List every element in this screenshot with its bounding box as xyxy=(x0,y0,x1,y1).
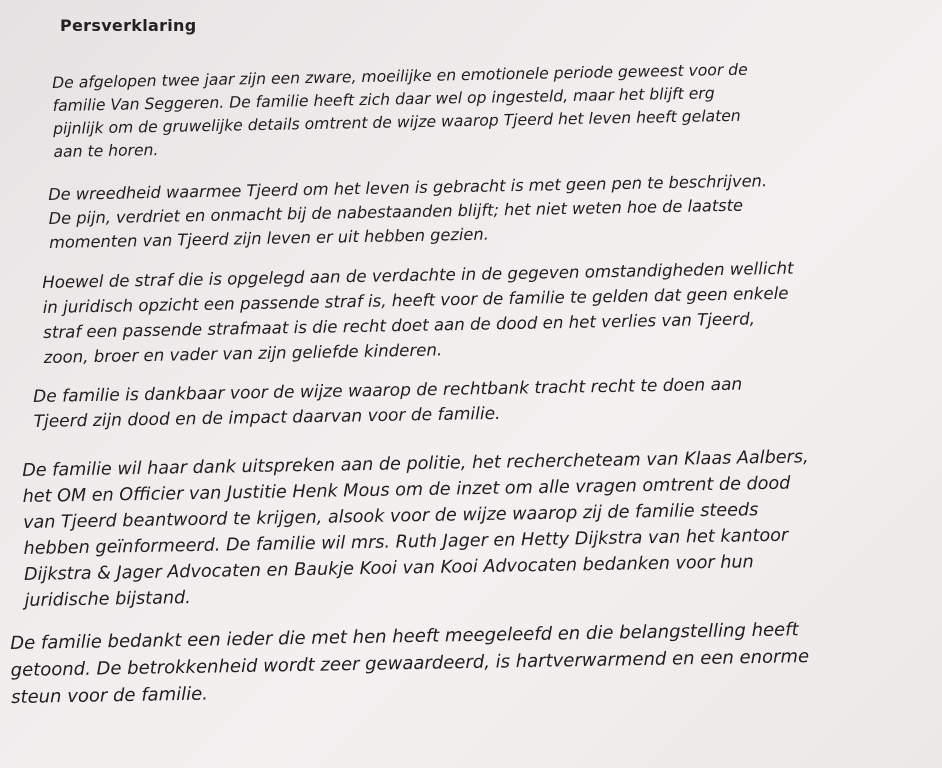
paragraph-line: De pijn, verdriet en onmacht bij de nabestaanden blijft; het niet weten hoe de laatste xyxy=(48,195,744,228)
paragraph-line: Tjeerd zijn dood en de impact daarvan voor de familie. xyxy=(33,403,501,432)
paragraph-line: het OM en Officier van Justitie Henk Mous om de inzet om alle vragen omtrent de dood xyxy=(22,473,791,507)
paragraph-line: De afgelopen twee jaar zijn een zware, moeilijke en emotionele periode geweest voor de xyxy=(52,60,748,92)
paragraph-line: juridische bijstand. xyxy=(24,588,191,611)
paragraph-line: zoon, broer en vader van zijn geliefde kinderen. xyxy=(43,340,443,367)
paragraph-line: Hoewel de straf die is opgelegd aan de verdachte in de gegeven omstandigheden wellicht xyxy=(42,258,794,292)
paragraph-line: steun voor de familie. xyxy=(10,683,209,708)
paragraph-5 xyxy=(22,444,811,614)
paragraph-line: aan te horen. xyxy=(53,140,159,161)
paragraph-line: in juridisch opzicht een passende straf is, heeft voor de familie te gelden dat geen enkele xyxy=(42,283,789,317)
paragraph-line: familie Van Seggeren. De familie heeft zich daar wel op ingesteld, maar het blijft erg xyxy=(52,84,715,115)
paragraph-4 xyxy=(33,373,743,435)
paragraph-line: De familie bedankt een ieder die met hen heeft meegeleefd en die belangstelling heeft xyxy=(10,619,799,654)
paragraph-line: pijnlijk om de gruwelijke details omtrent de wijze waarop Tjeerd het leven heeft gelaten xyxy=(52,106,741,138)
paragraph-line: De wreedheid waarmee Tjeerd om het leven is gebracht is met geen pen te beschrijven. xyxy=(48,171,768,204)
paragraph-line: Dijkstra & Jager Advocaten en Baukje Kooi van Kooi Advocaten bedanken voor hun xyxy=(23,552,754,585)
paragraph-line: getoond. De betrokkenheid wordt zeer gewaardeerd, is hartverwarmend en een enorme xyxy=(10,646,810,681)
paragraph-2 xyxy=(48,169,768,255)
paragraph-line: hebben geïnformeerd. De familie wil mrs. Ruth Jager en Hetty Dijkstra van het kantoor xyxy=(23,525,789,559)
paragraph-line: van Tjeerd beantwoord te krijgen, alsook voor de wijze waarop zij de familie steeds xyxy=(22,500,759,533)
paragraph-6 xyxy=(10,616,810,711)
paragraph-line: straf een passende strafmaat is die recht doet aan de dood en het verlies van Tjeerd, xyxy=(43,309,756,342)
paragraph-line: De familie wil haar dank uitspreken aan de politie, het rechercheteam van Klaas Aalbers, xyxy=(22,447,809,481)
paragraph-line: De familie is dankbaar voor de wijze waarop de rechtbank tracht recht te doen aan xyxy=(33,374,743,407)
document-title: Persverklaring xyxy=(60,16,197,35)
paragraph-1 xyxy=(52,59,749,164)
paragraph-line: momenten van Tjeerd zijn leven er uit hebben gezien. xyxy=(48,224,489,252)
paragraph-3 xyxy=(42,256,795,370)
